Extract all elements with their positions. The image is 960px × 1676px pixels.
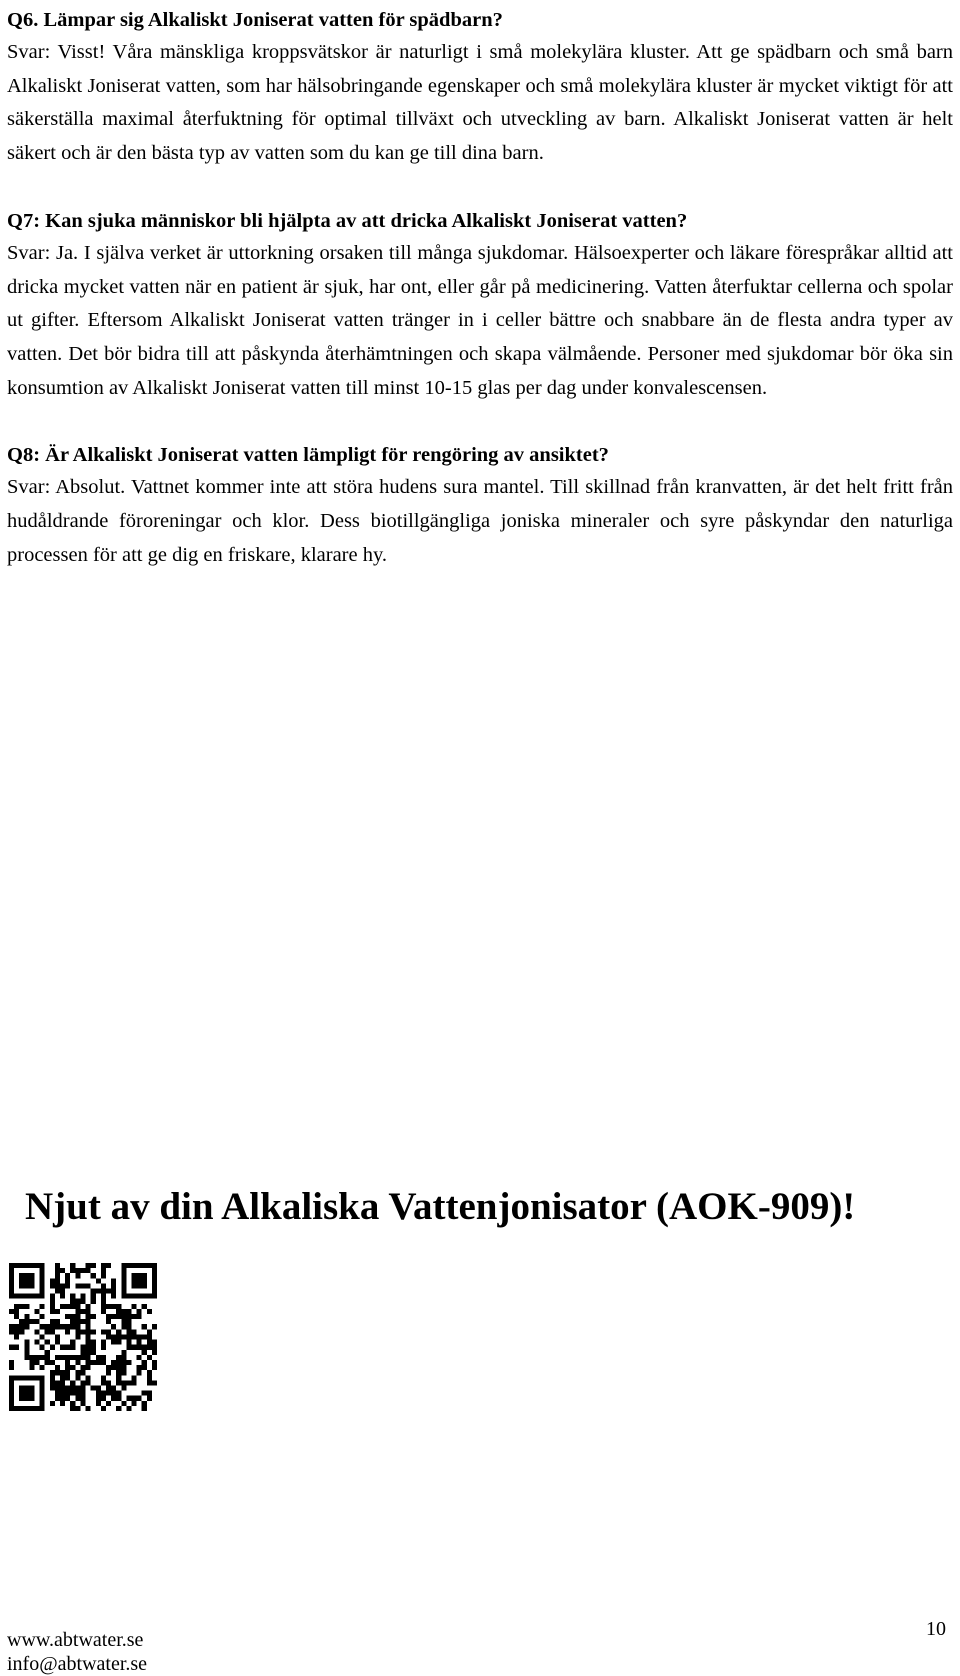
q7-answer: Svar: Ja. I själva verket är uttorkning orsaken till många sjukdomar. Hälsoexperter och läkare förespråkar alltid att dricka mycket vatten när en patient är sjuk, har ont, eller går på medicinering. Vatten återfuktar cellerna och spolar ut gifter. Eftersom Alkaliskt Joniserat vatten tränger in i celler bättre och snabbare än de flesta andra typer av vatten. Det bör bidra till att påskynda återhämtningen och skapa välmående. Personer med sjukdomar bör öka sin konsumtion av Alkaliskt Joniserat vatten till minst 10-15 glas per dag under konvalescensen. bbox=[7, 241, 953, 399]
faq-content bbox=[7, 4, 953, 572]
footer-email: info@abtwater.se bbox=[7, 1653, 148, 1675]
q6-answer: Svar: Visst! Våra mänskliga kroppsvätskor är naturligt i små molekylära kluster. Att ge spädbarn och små barn Alkaliskt Joniserat vatten, som har hälsobringande egenskaper och små molekylära kluster är mycket viktigt för att säkerställa maximal återfuktning för optimal tillväxt och utveckling av barn. Alkaliskt Joniserat vatten är helt säkert och är den bästa typ av vatten som du kan ge till dina barn. bbox=[7, 41, 953, 165]
q7-question: Q7: Kan sjuka människor bli hjälpta av att dricka Alkaliskt Joniserat vatten? bbox=[7, 209, 688, 232]
q8-answer: Svar: Absolut. Vattnet kommer inte att störa hudens sura mantel. Till skillnad från kranvatten, är det helt fritt från hudåldrande föroreningar och klor. Dess biotillgängliga joniska mineraler och syre påskyndar den naturliga processen för att ge dig en friskare, klarare hy. bbox=[7, 476, 953, 566]
spacer bbox=[7, 405, 953, 439]
spacer bbox=[7, 171, 953, 205]
qr-code-icon bbox=[9, 1263, 157, 1411]
footer-website: www.abtwater.se bbox=[7, 1629, 144, 1651]
footer-contact bbox=[7, 1628, 147, 1676]
closing-heading: Njut av din Alkaliska Vattenjonisator (AOK-909)! bbox=[25, 1185, 856, 1228]
page-number: 10 bbox=[926, 1618, 946, 1640]
q8-question: Q8: Är Alkaliskt Joniserat vatten lämpligt för rengöring av ansiktet? bbox=[7, 444, 609, 467]
faq-q7 bbox=[7, 205, 953, 406]
q6-question: Q6. Lämpar sig Alkaliskt Joniserat vatten för spädbarn? bbox=[7, 9, 503, 31]
faq-q6 bbox=[7, 4, 953, 171]
faq-q8 bbox=[7, 439, 953, 572]
